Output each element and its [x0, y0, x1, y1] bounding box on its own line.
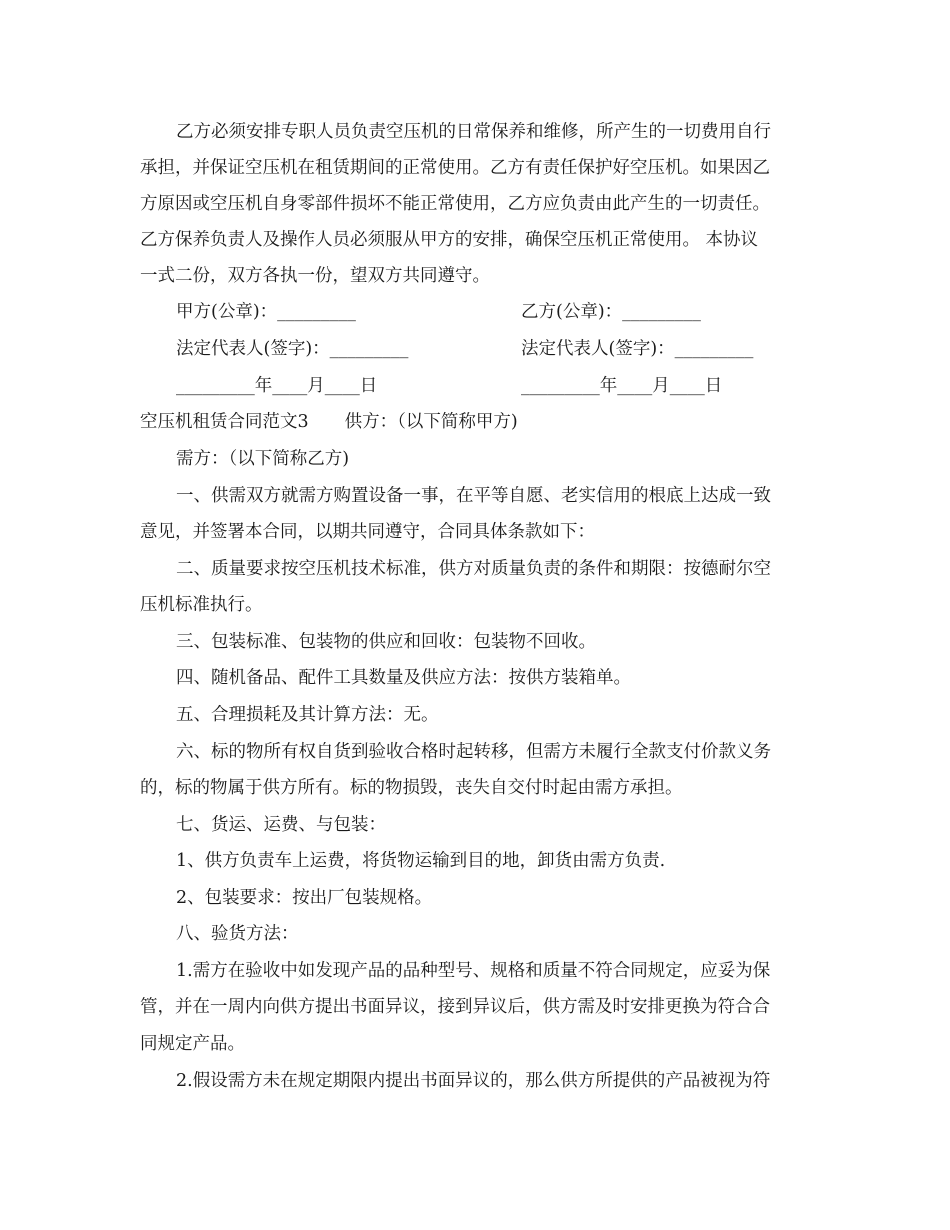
clause-line: 二、质量要求按空压机技术标准，供方对质量负责的条件和期限：按德耐尔空	[176, 559, 771, 579]
clause-line: 四、随机备品、配件工具数量及供应方法：按供方装箱单。	[176, 668, 631, 688]
paragraph-line: 方原因或空压机自身零部件损坏不能正常使用，乙方应负责由此产生的一切责任。	[140, 194, 770, 214]
clause-line: 五、合理损耗及其计算方法：无。	[176, 705, 439, 725]
paragraph-line: 一式二份，双方各执一份，望双方共同遵守。	[140, 266, 490, 286]
paragraph-line: 乙方保养负责人及操作人员必须服从甲方的安排，确保空压机正常使用。 本协议	[140, 230, 759, 250]
clause-line: 一、供需双方就需方购置设备一事，在平等自愿、老实信用的根底上达成一致	[176, 486, 771, 506]
party-b-date: _________年____月____日	[521, 376, 723, 396]
paragraph-line: 乙方必须安排专职人员负责空压机的日常保养和维修，所产生的一切费用自行	[176, 122, 771, 142]
clause-line: 三、包装标准、包装物的供应和回收：包装物不回收。	[176, 632, 596, 652]
paragraph-line: 承担，并保证空压机在租赁期间的正常使用。乙方有责任保护好空压机。如果因乙	[140, 158, 770, 178]
section-heading-line	[140, 410, 820, 434]
clause-line: 压机标准执行。	[140, 595, 263, 615]
clause-line: 同规定产品。	[140, 1034, 245, 1054]
party-a-date: _________年____月____日	[176, 376, 378, 396]
clause-line: 六、标的物所有权自货到验收合格时起转移，但需方未履行全款支付价款义务	[176, 742, 771, 762]
party-a-representative: 法定代表人(签字)：_________	[176, 339, 409, 359]
clause-line: 2、包装要求：按出厂包装规格。	[176, 888, 433, 908]
clause-line: 八、验货方法：	[176, 924, 299, 944]
clause-line: 管，并在一周内向供方提出书面异议，接到异议后，供方需及时安排更换为符合合	[140, 997, 770, 1017]
clause-line: 的，标的物属于供方所有。标的物损毁，丧失自交付时起由需方承担。	[140, 778, 683, 798]
clause-line: 2.假设需方未在规定期限内提出书面异议的，那么供方所提供的产品被视为符	[176, 1071, 771, 1091]
party-b-seal: 乙方(公章)：_________	[521, 302, 701, 322]
supplier-line: 供方：（以下简称甲方)	[344, 412, 518, 432]
clause-line: 1.需方在验收中如发现产品的品种型号、规格和质量不符合同规定，应妥为保	[176, 961, 771, 981]
party-a-seal: 甲方(公章)：_________	[176, 302, 356, 322]
clause-line: 1、供方负责车上运费，将货物运输到目的地，卸货由需方负责.	[176, 851, 666, 871]
clause-line: 意见，并签署本合同，以期共同遵守，合同具体条款如下：	[140, 522, 595, 542]
section-title: 空压机租赁合同范文3	[140, 412, 309, 432]
clause-line: 七、货运、运费、与包装：	[176, 815, 386, 835]
buyer-line: 需方：（以下简称乙方)	[176, 449, 350, 469]
party-b-representative: 法定代表人(签字)：_________	[521, 339, 754, 359]
